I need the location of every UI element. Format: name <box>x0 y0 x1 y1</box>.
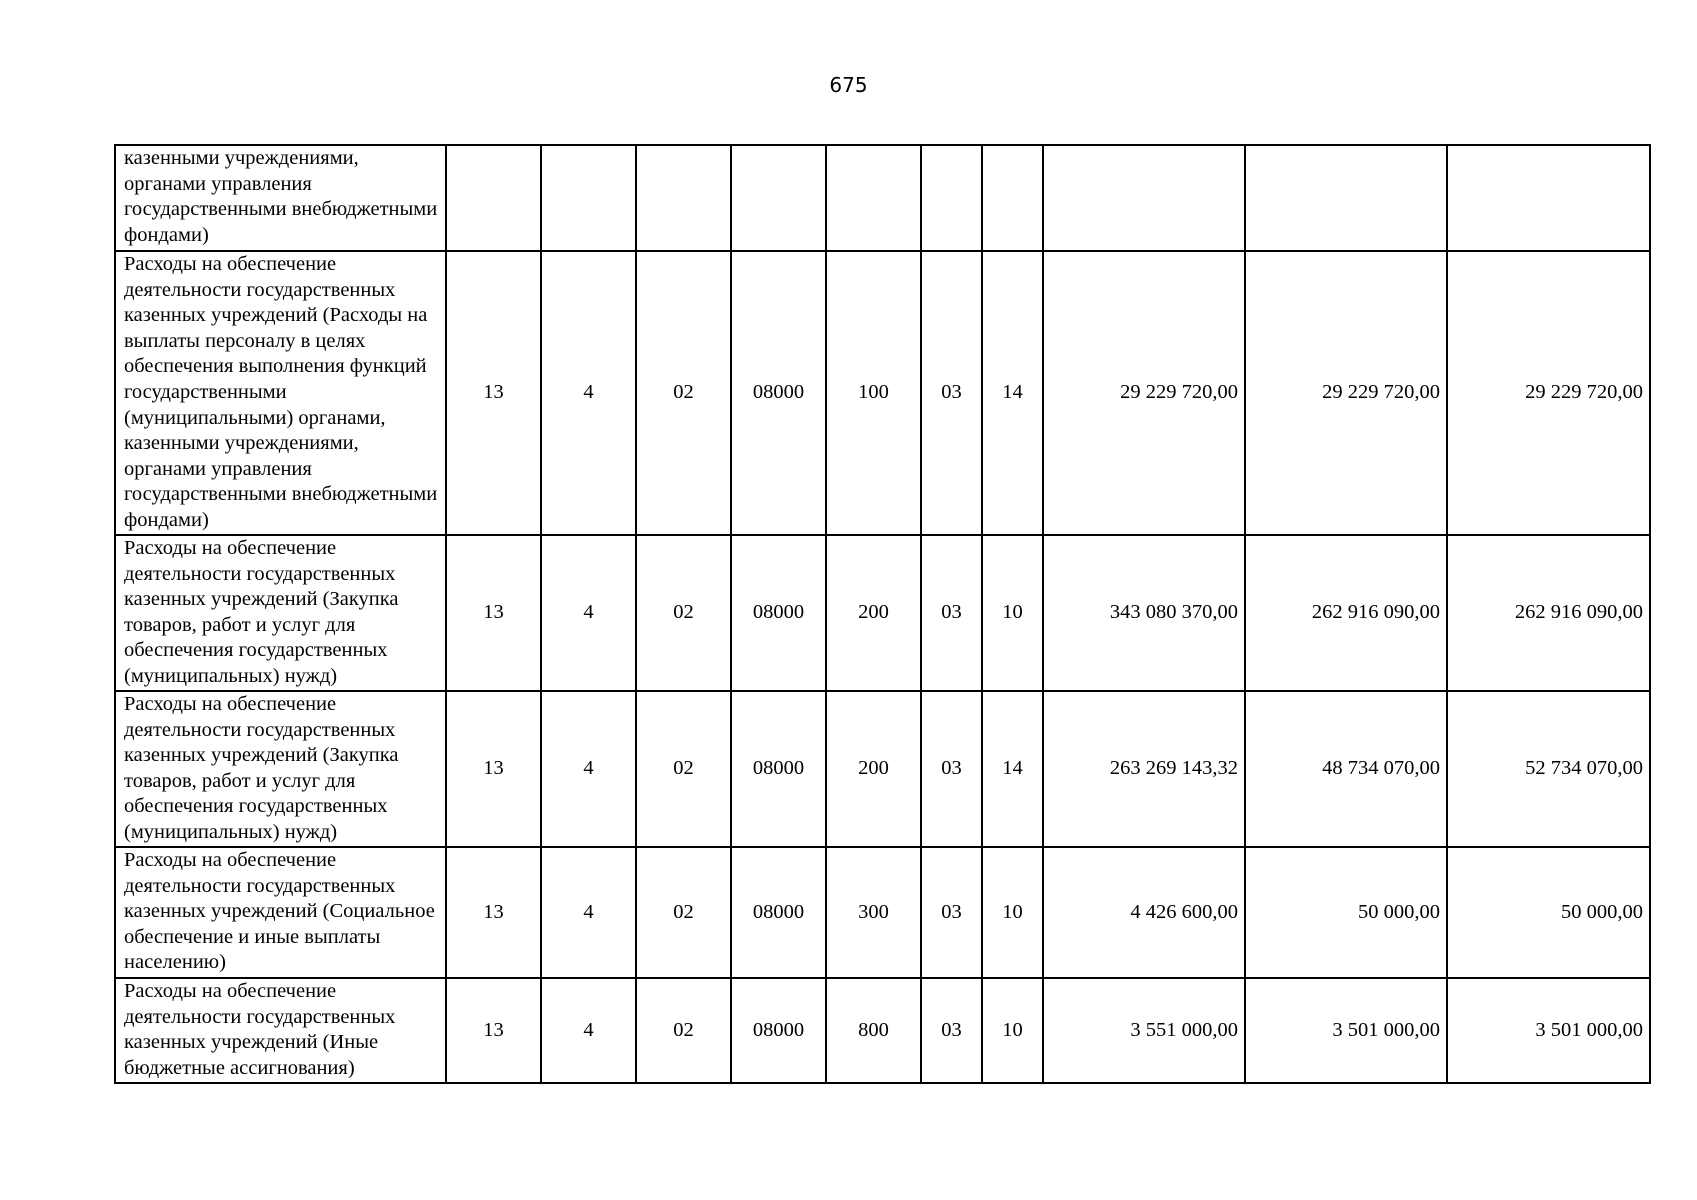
row-description: Расходы на обеспечение деятельности государственных казенных учреждений (Расходы на выплаты персоналу в целях обеспечения выполнения функций государственными (муниципальными) органами, казенными учреждениями, органами управления государственными внебюджетными фондами) <box>115 251 446 535</box>
code-cell: 08000 <box>731 847 826 978</box>
code-cell: 03 <box>921 535 982 691</box>
code-cell <box>982 145 1043 251</box>
code-cell: 14 <box>982 691 1043 847</box>
amount-cell: 263 269 143,32 <box>1043 691 1245 847</box>
code-cell: 03 <box>921 847 982 978</box>
amount-cell: 50 000,00 <box>1245 847 1447 978</box>
amount-cell: 3 501 000,00 <box>1245 978 1447 1083</box>
code-cell: 10 <box>982 847 1043 978</box>
amount-cell: 4 426 600,00 <box>1043 847 1245 978</box>
amount-cell: 29 229 720,00 <box>1043 251 1245 535</box>
row-description: Расходы на обеспечение деятельности государственных казенных учреждений (Закупка товаров, работ и услуг для обеспечения государственных (муниципальных) нужд) <box>115 535 446 691</box>
code-cell: 02 <box>636 847 731 978</box>
code-cell: 4 <box>541 251 636 535</box>
code-cell <box>826 145 921 251</box>
code-cell: 08000 <box>731 691 826 847</box>
amount-cell: 52 734 070,00 <box>1447 691 1650 847</box>
table-row <box>115 847 1650 978</box>
table-row <box>115 535 1650 691</box>
amount-cell: 3 551 000,00 <box>1043 978 1245 1083</box>
amount-cell: 262 916 090,00 <box>1447 535 1650 691</box>
code-cell <box>541 145 636 251</box>
code-cell: 13 <box>446 535 541 691</box>
code-cell: 03 <box>921 251 982 535</box>
row-description: Расходы на обеспечение деятельности государственных казенных учреждений (Социальное обеспечение и иные выплаты населению) <box>115 847 446 978</box>
code-cell: 02 <box>636 251 731 535</box>
amount-cell <box>1043 145 1245 251</box>
table-row <box>115 251 1650 535</box>
table-row <box>115 978 1650 1083</box>
amount-cell: 29 229 720,00 <box>1447 251 1650 535</box>
code-cell: 100 <box>826 251 921 535</box>
amount-cell: 262 916 090,00 <box>1245 535 1447 691</box>
code-cell: 13 <box>446 847 541 978</box>
budget-table <box>114 144 1651 1084</box>
amount-cell: 3 501 000,00 <box>1447 978 1650 1083</box>
code-cell <box>731 145 826 251</box>
amount-cell: 343 080 370,00 <box>1043 535 1245 691</box>
code-cell: 08000 <box>731 978 826 1083</box>
code-cell: 4 <box>541 535 636 691</box>
row-description: казенными учреждениями, органами управления государственными внебюджетными фондами) <box>115 145 446 251</box>
code-cell: 02 <box>636 691 731 847</box>
amount-cell: 29 229 720,00 <box>1245 251 1447 535</box>
code-cell: 03 <box>921 978 982 1083</box>
code-cell <box>636 145 731 251</box>
code-cell: 4 <box>541 847 636 978</box>
amount-cell: 50 000,00 <box>1447 847 1650 978</box>
code-cell: 10 <box>982 535 1043 691</box>
table-row <box>115 145 1650 251</box>
code-cell: 14 <box>982 251 1043 535</box>
code-cell: 02 <box>636 535 731 691</box>
code-cell: 4 <box>541 691 636 847</box>
code-cell: 08000 <box>731 535 826 691</box>
code-cell: 10 <box>982 978 1043 1083</box>
code-cell: 08000 <box>731 251 826 535</box>
code-cell: 13 <box>446 691 541 847</box>
amount-cell <box>1447 145 1650 251</box>
code-cell <box>921 145 982 251</box>
code-cell <box>446 145 541 251</box>
code-cell: 200 <box>826 535 921 691</box>
page-number: 675 <box>829 73 868 97</box>
code-cell: 03 <box>921 691 982 847</box>
code-cell: 13 <box>446 251 541 535</box>
code-cell: 800 <box>826 978 921 1083</box>
code-cell: 13 <box>446 978 541 1083</box>
code-cell: 300 <box>826 847 921 978</box>
code-cell: 200 <box>826 691 921 847</box>
row-description: Расходы на обеспечение деятельности государственных казенных учреждений (Закупка товаров, работ и услуг для обеспечения государственных (муниципальных) нужд) <box>115 691 446 847</box>
amount-cell: 48 734 070,00 <box>1245 691 1447 847</box>
code-cell: 4 <box>541 978 636 1083</box>
code-cell: 02 <box>636 978 731 1083</box>
amount-cell <box>1245 145 1447 251</box>
row-description: Расходы на обеспечение деятельности государственных казенных учреждений (Иные бюджетные ассигнования) <box>115 978 446 1083</box>
table-row <box>115 691 1650 847</box>
